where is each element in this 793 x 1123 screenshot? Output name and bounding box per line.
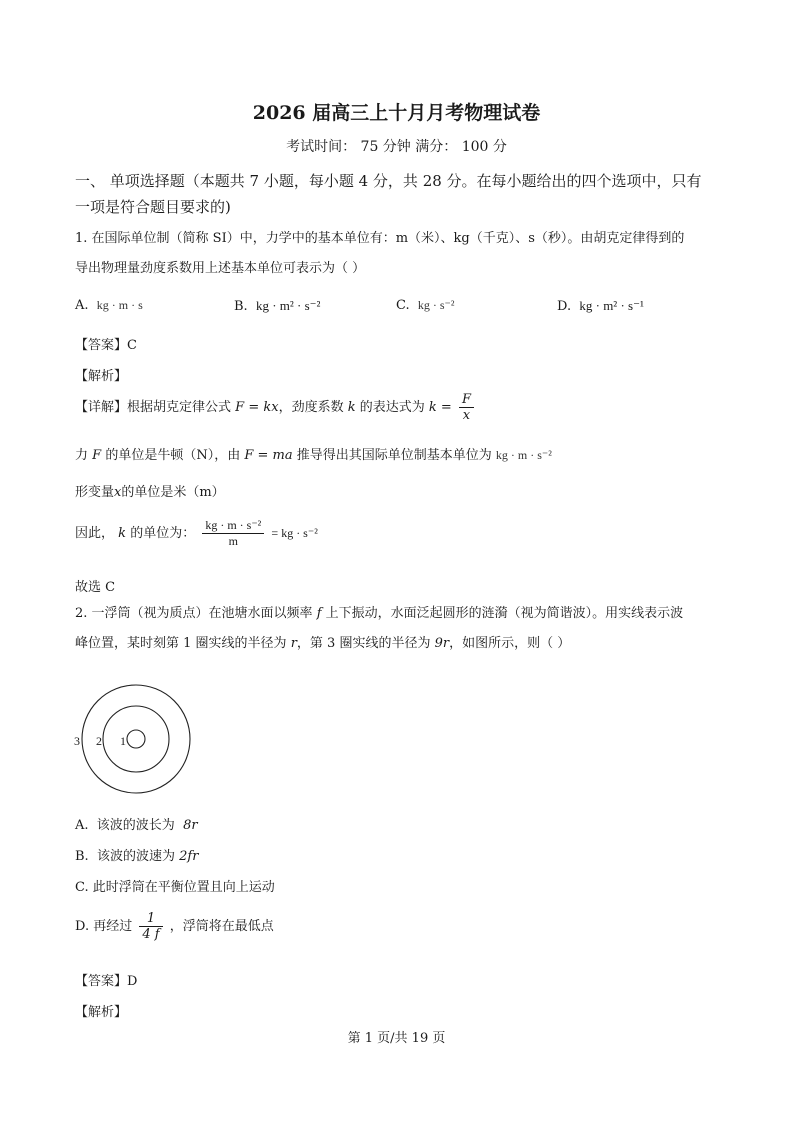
option-value: 2fr: [179, 849, 199, 864]
q1-force-line: [75, 444, 552, 463]
var-f: F: [92, 448, 102, 463]
option-text: D. 再经过: [75, 919, 133, 934]
option-text: 该波的波长为: [96, 818, 175, 833]
ripple-label-1: 1: [120, 734, 126, 748]
answer-value: C: [127, 338, 137, 353]
q1-stem: [75, 228, 684, 280]
exam-info: 考试时间： 75 分钟 满分： 100 分: [286, 139, 507, 155]
fraction-f-over-x: [459, 392, 474, 423]
fraction-1-over-4f: [139, 911, 162, 942]
fraction-denominator: m: [228, 534, 238, 548]
ripple-label-2: 2: [96, 734, 102, 748]
option-value: kg · m · s: [96, 298, 143, 312]
q1-k-unit-line: [75, 518, 318, 549]
section-heading-line1: 一、 单项选择题（本题共 7 小题，每小题 4 分，共 28 分。在每小题给出的四个选项中，只有: [75, 172, 702, 190]
text: 推导得出其国际单位制基本单位为: [296, 448, 492, 463]
q2-stem-line1: [75, 603, 683, 625]
fraction-numerator: F: [459, 392, 474, 408]
fraction-numerator: kg · m · s⁻²: [202, 518, 264, 534]
force-unit: kg · m · s⁻²: [495, 448, 552, 462]
text: ，如图所示，则（ ）: [449, 636, 571, 651]
q1-stem-line2: 导出物理量劲度系数用上述基本单位可表示为（ ）: [75, 261, 366, 276]
q2-option-b: [75, 845, 198, 864]
option-text: ，浮筒将在最低点: [169, 919, 274, 934]
option-value: kg · s⁻²: [417, 298, 455, 312]
q2-stem-line2: [75, 633, 683, 655]
section-heading: [75, 168, 702, 220]
q1-conclusion: 故选 C: [75, 580, 116, 595]
fraction-denominator: 4 f: [142, 927, 160, 942]
ripple-figure: [74, 683, 198, 795]
fraction-numerator: 1: [139, 911, 162, 927]
var-f: f: [316, 606, 322, 621]
q1-stem-line1: 1. 在国际单位制（简称 SI）中，力学中的基本单位有：m（米）、kg（千克）、s（秒）。由胡克定律得到的: [75, 231, 685, 246]
text: 2. 一浮筒（视为质点）在池塘水面以频率: [75, 606, 313, 621]
var-k: k: [347, 400, 356, 415]
text: 的单位是米（m）: [121, 485, 225, 500]
option-label: B.: [75, 849, 89, 864]
option-label: B.: [234, 299, 248, 314]
answer-value: D: [127, 974, 138, 989]
q2-option-a: [75, 814, 198, 833]
option-label: A.: [75, 818, 89, 833]
q1-option-a: [75, 298, 143, 313]
hooke-formula: F = kx: [235, 400, 279, 415]
text: 的单位为：: [130, 526, 196, 541]
q2-stem: [75, 603, 683, 655]
q2-answer: [75, 970, 137, 989]
ripple-label-3: 3: [74, 734, 80, 748]
var-k: k: [118, 526, 127, 541]
option-label: C.: [396, 298, 410, 313]
answer-tag: 【答案】: [75, 974, 128, 989]
q1-x-line: [75, 481, 225, 500]
q1-analysis-tag: 【解析】: [75, 369, 128, 384]
q2-option-d: [75, 911, 274, 942]
q1-option-b: [234, 298, 320, 314]
detail-text: 根据胡克定律公式: [127, 400, 232, 415]
text: 因此，: [75, 526, 115, 541]
text: 形变量: [75, 485, 115, 500]
k-unit-fraction: [202, 518, 264, 549]
text: 的单位是牛顿（N），由: [105, 448, 241, 463]
q1-option-d: [557, 298, 644, 314]
q2-option-c: C. 此时浮筒在平衡位置且向上运动: [75, 880, 275, 895]
option-text: 该波的波速为: [96, 849, 175, 864]
k-equals: k =: [428, 400, 452, 415]
answer-tag: 【答案】: [75, 338, 128, 353]
var-9r: 9r: [434, 636, 450, 651]
text: 峰位置，某时刻第 1 圈实线的半径为: [75, 636, 287, 651]
option-value: kg · m² · s⁻²: [255, 298, 321, 313]
fraction-denominator: x: [462, 408, 471, 423]
q1-answer: [75, 334, 137, 353]
page-title: 2026 届高三上十月月考物理试卷: [252, 102, 541, 124]
text: 上下振动，水面泛起圆形的涟漪（视为简谐波）。用实线表示波: [325, 606, 684, 621]
ripple-circle-2: [103, 706, 169, 772]
detail-text-2: ，劲度系数: [278, 400, 344, 415]
option-value: 8r: [183, 818, 198, 833]
text: 力: [75, 448, 89, 463]
newton-formula: F = ma: [244, 448, 293, 463]
option-value: kg · m² · s⁻¹: [579, 298, 644, 313]
page-footer: 第 1 页/共 19 页: [347, 1031, 446, 1046]
text: ，第 3 圈实线的半径为: [296, 636, 431, 651]
ripple-circle-1: [127, 730, 145, 748]
section-heading-line2: 一项是符合题目要求的): [75, 198, 231, 216]
option-label: A.: [75, 298, 89, 313]
detail-tag: 【详解】: [75, 400, 128, 415]
var-x: x: [114, 485, 122, 500]
detail-text-3: 的表达式为: [359, 400, 425, 415]
q1-detail: [75, 392, 477, 423]
option-label: D.: [557, 299, 572, 314]
q2-analysis-tag: 【解析】: [75, 1005, 128, 1020]
q1-option-c: [396, 298, 455, 313]
var-r: r: [290, 636, 297, 651]
k-unit-result: = kg · s⁻²: [271, 526, 318, 540]
